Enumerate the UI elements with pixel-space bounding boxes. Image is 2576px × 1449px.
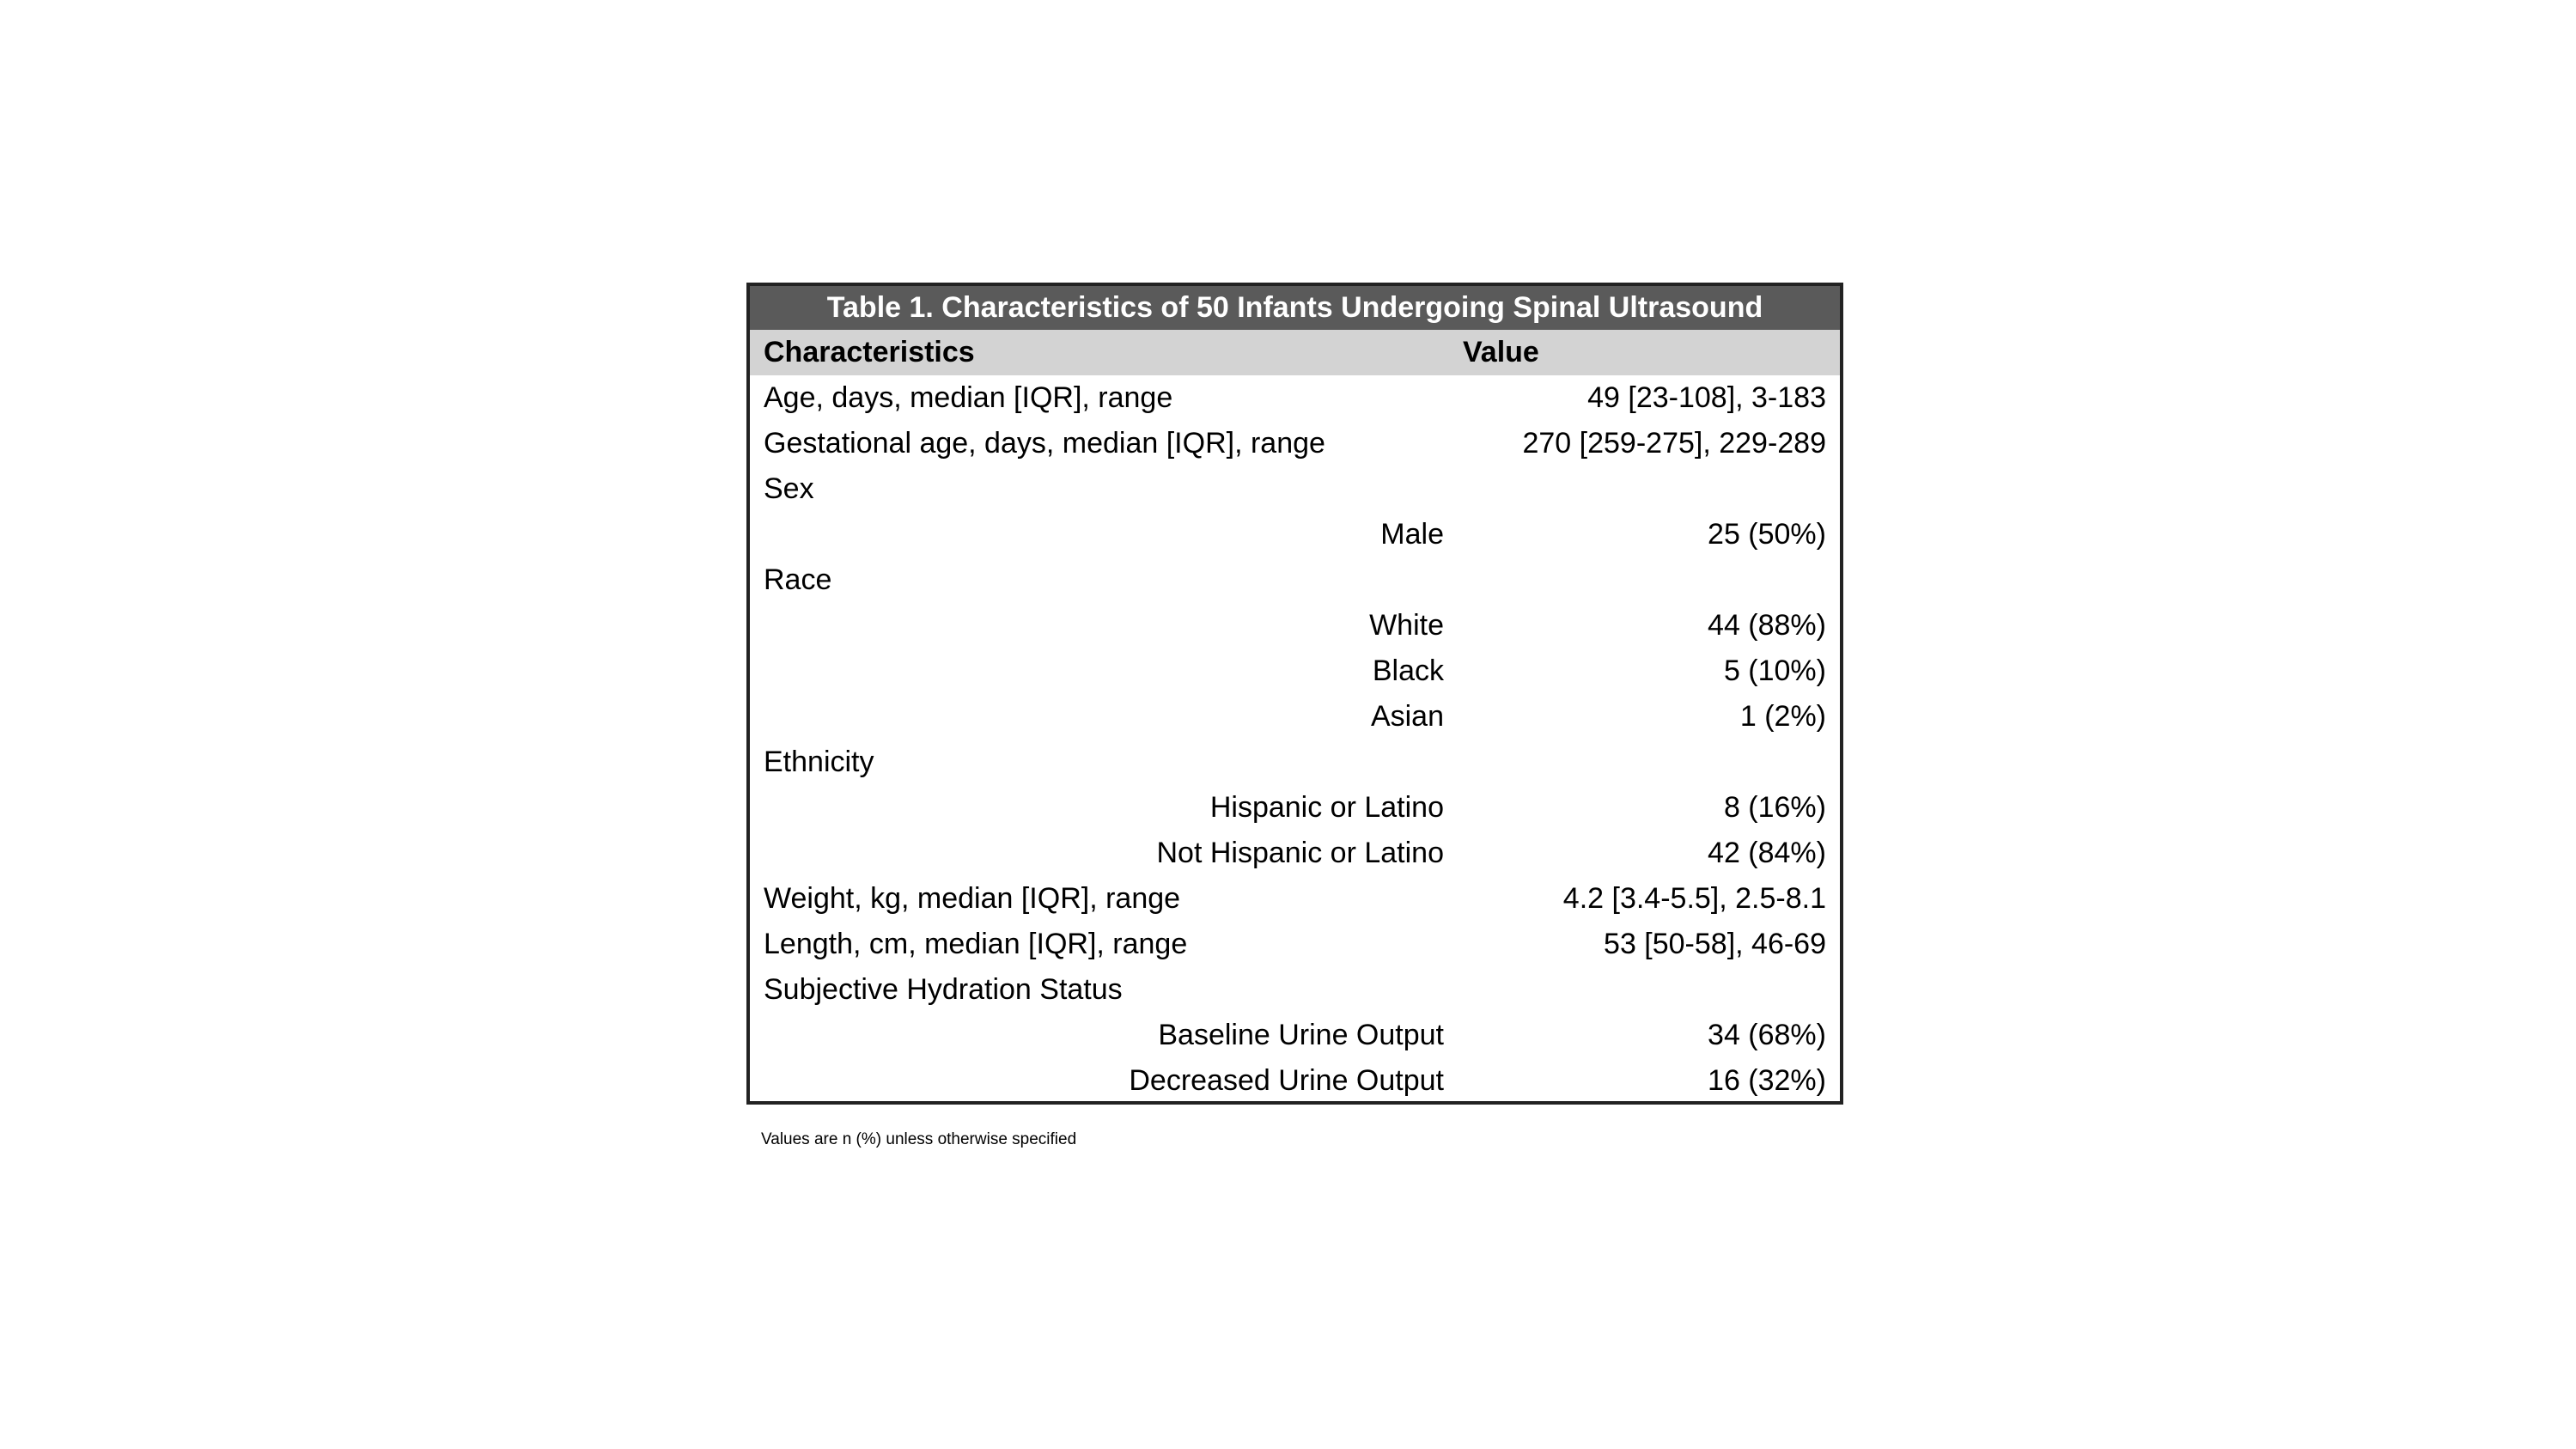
row-sublabel: White bbox=[1369, 609, 1444, 642]
table-row bbox=[750, 512, 1840, 557]
row-sublabel: Decreased Urine Output bbox=[1129, 1064, 1444, 1097]
table-title: Table 1. Characteristics of 50 Infants Undergoing Spinal Ultrasound bbox=[750, 286, 1840, 330]
row-label: Weight, kg, median [IQR], range bbox=[764, 882, 1181, 915]
row-value: 49 [23-108], 3-183 bbox=[1587, 381, 1826, 414]
row-value: 25 (50%) bbox=[1708, 518, 1826, 551]
row-value: 5 (10%) bbox=[1723, 654, 1826, 687]
row-value: 4.2 [3.4-5.5], 2.5-8.1 bbox=[1562, 882, 1826, 915]
table-header-row bbox=[750, 330, 1840, 375]
row-label: Sex bbox=[764, 472, 814, 505]
table-row bbox=[750, 1058, 1840, 1104]
table-row bbox=[750, 694, 1840, 740]
row-value: 16 (32%) bbox=[1708, 1064, 1826, 1097]
row-sublabel: Asian bbox=[1370, 700, 1444, 733]
table-row bbox=[750, 785, 1840, 831]
table-row bbox=[750, 1013, 1840, 1058]
table-row bbox=[750, 648, 1840, 694]
table-row bbox=[750, 740, 1840, 785]
table-footnote: Values are n (%) unless otherwise specified bbox=[761, 1130, 1077, 1148]
row-value: 8 (16%) bbox=[1723, 791, 1826, 824]
row-label: Ethnicity bbox=[764, 746, 874, 778]
row-value: 53 [50-58], 46-69 bbox=[1604, 928, 1826, 960]
table-row bbox=[750, 466, 1840, 512]
table-row bbox=[750, 421, 1840, 466]
table-row bbox=[750, 375, 1840, 421]
header-value: Value bbox=[1463, 336, 1539, 368]
row-label: Gestational age, days, median [IQR], range bbox=[764, 427, 1325, 460]
table-row bbox=[750, 967, 1840, 1013]
table-row bbox=[750, 557, 1840, 603]
row-value: 44 (88%) bbox=[1708, 609, 1826, 642]
table-row bbox=[750, 876, 1840, 922]
row-label: Subjective Hydration Status bbox=[764, 973, 1123, 1006]
row-sublabel: Not Hispanic or Latino bbox=[1156, 837, 1444, 869]
row-label: Age, days, median [IQR], range bbox=[764, 381, 1173, 414]
row-sublabel: Black bbox=[1372, 654, 1444, 687]
row-value: 34 (68%) bbox=[1708, 1019, 1826, 1051]
row-value: 270 [259-275], 229-289 bbox=[1522, 427, 1826, 460]
table-row bbox=[750, 922, 1840, 967]
row-sublabel: Baseline Urine Output bbox=[1158, 1019, 1444, 1051]
row-value: 42 (84%) bbox=[1708, 837, 1826, 869]
row-sublabel: Hispanic or Latino bbox=[1209, 791, 1444, 824]
characteristics-table bbox=[746, 283, 1843, 1105]
row-label: Length, cm, median [IQR], range bbox=[764, 928, 1188, 960]
table-row bbox=[750, 603, 1840, 648]
row-sublabel: Male bbox=[1380, 518, 1444, 551]
header-characteristics: Characteristics bbox=[764, 336, 975, 368]
row-label: Race bbox=[764, 563, 832, 596]
row-value: 1 (2%) bbox=[1739, 700, 1826, 733]
table-row bbox=[750, 831, 1840, 876]
